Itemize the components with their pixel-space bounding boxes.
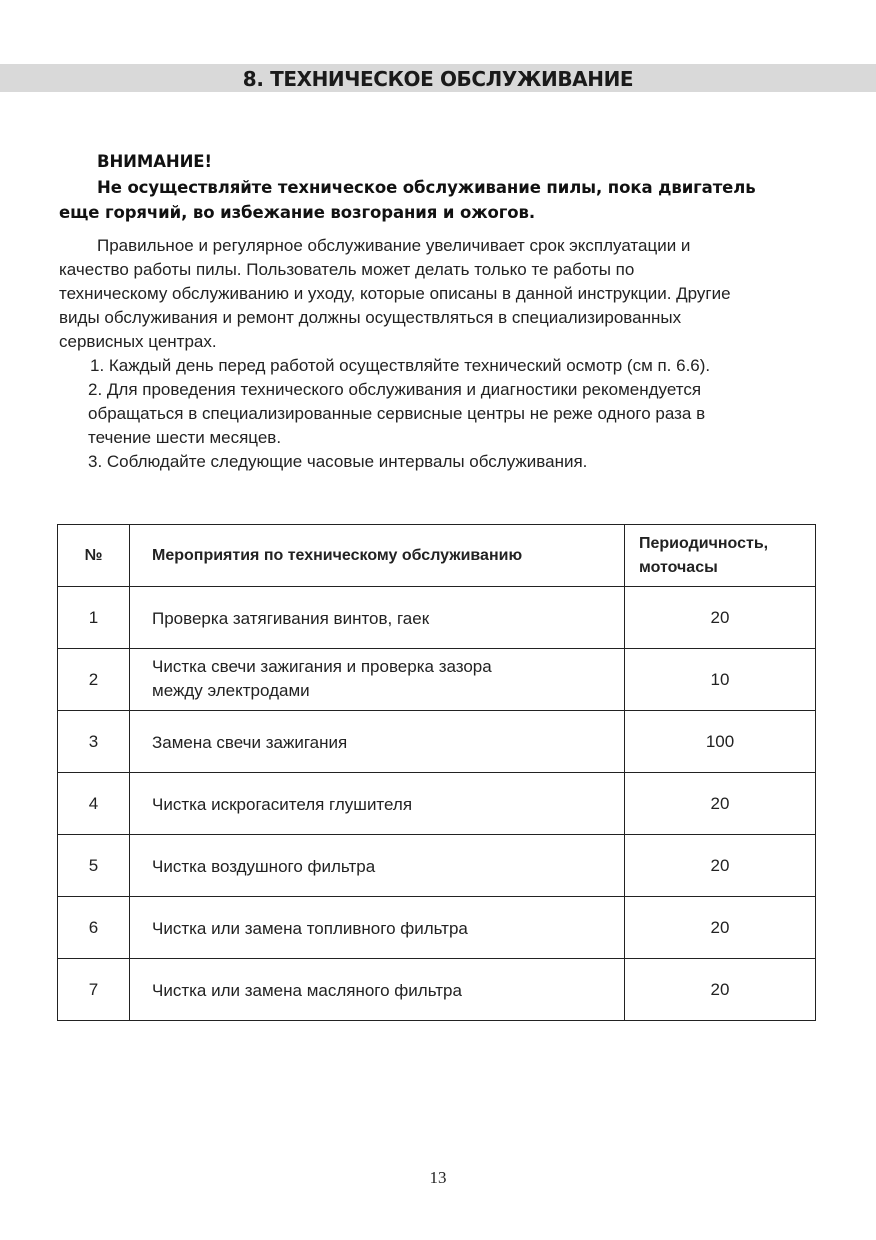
row-number: 5	[58, 835, 130, 897]
row-number: 4	[58, 773, 130, 835]
table-row	[58, 773, 816, 835]
table-row	[58, 587, 816, 649]
warning-line-1: Не осуществляйте техническое обслуживание пилы, пока двигатель	[97, 178, 756, 197]
row-period: 100	[625, 711, 816, 773]
table-row	[58, 897, 816, 959]
header-period-line-1: Периодичность,	[639, 534, 769, 552]
list-item-2-cont: течение шести месяцев.	[88, 428, 282, 447]
table-row	[58, 835, 816, 897]
table-row	[58, 649, 816, 711]
table-row	[58, 711, 816, 773]
table-row	[58, 959, 816, 1021]
row-period: 20	[625, 959, 816, 1021]
warning-heading: ВНИМАНИЕ!	[97, 152, 212, 171]
header-period	[625, 525, 816, 587]
intro-line-5: сервисных центрах.	[59, 332, 217, 351]
row-action-text: Чистка или замена масляного фильтра	[152, 981, 462, 1000]
list-item-2-cont: обращаться в специализированные сервисные центры не реже одного раза в	[88, 404, 706, 423]
row-action-text: Чистка искрогасителя глушителя	[152, 795, 413, 814]
intro-line-3: техническому обслуживанию и уходу, которые описаны в данной инструкции. Другие	[59, 284, 731, 303]
row-period: 20	[625, 773, 816, 835]
intro-line-4: виды обслуживания и ремонт должны осуществляться в специализированных	[59, 308, 682, 327]
intro-line-2: качество работы пилы. Пользователь может делать только те работы по	[59, 260, 635, 279]
row-action	[130, 773, 625, 835]
row-action-text	[152, 649, 624, 703]
row-action-text: Чистка или замена топливного фильтра	[152, 919, 468, 938]
header-action: Мероприятия по техническому обслуживанию	[130, 525, 625, 587]
list-item-1: 1. Каждый день перед работой осуществляйте технический осмотр (см п. 6.6).	[90, 356, 711, 375]
header-number: №	[58, 525, 130, 587]
row-number: 2	[58, 649, 130, 711]
row-action	[130, 959, 625, 1021]
row-action-line-1: Чистка свечи зажигания и проверка зазора	[152, 657, 492, 676]
row-action	[130, 649, 625, 711]
row-action	[130, 835, 625, 897]
row-action	[130, 711, 625, 773]
row-action-text: Чистка воздушного фильтра	[152, 857, 376, 876]
row-number: 1	[58, 587, 130, 649]
row-action-line-2: между электродами	[152, 681, 310, 700]
row-period: 20	[625, 897, 816, 959]
row-period: 10	[625, 649, 816, 711]
warning-line-2: еще горячий, во избежание возгорания и ожогов.	[59, 203, 536, 222]
list-item-2: 2. Для проведения технического обслуживания и диагностики рекомендуется	[88, 380, 702, 399]
section-title: 8. ТЕХНИЧЕСКОЕ ОБСЛУЖИВАНИЕ	[242, 67, 634, 91]
list-item-3: 3. Соблюдайте следующие часовые интервалы обслуживания.	[88, 452, 588, 471]
table-header-row	[58, 525, 816, 587]
row-number: 3	[58, 711, 130, 773]
header-period-line-2: моточасы	[639, 558, 718, 576]
row-number: 7	[58, 959, 130, 1021]
intro-line-1: Правильное и регулярное обслуживание увеличивает срок эксплуатации и	[97, 236, 691, 255]
row-action-text: Замена свечи зажигания	[152, 733, 348, 752]
page-number: 13	[429, 1168, 447, 1187]
row-action-text: Проверка затягивания винтов, гаек	[152, 609, 430, 628]
row-action	[130, 897, 625, 959]
row-number: 6	[58, 897, 130, 959]
row-action	[130, 587, 625, 649]
row-period: 20	[625, 587, 816, 649]
row-period: 20	[625, 835, 816, 897]
maintenance-table	[57, 524, 816, 1021]
